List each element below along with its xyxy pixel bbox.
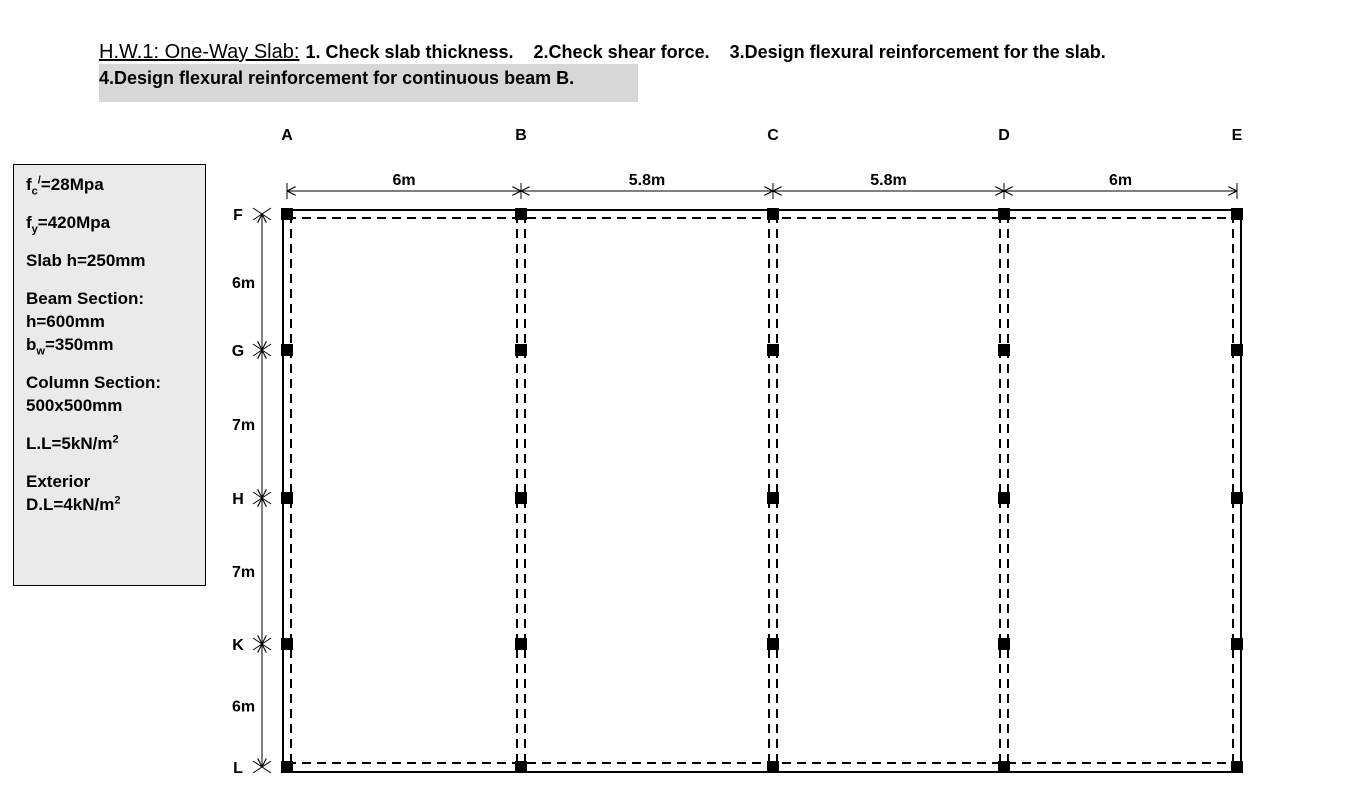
column-BK (515, 638, 527, 650)
live-load: $L.L=5kN/m^2$ (26, 433, 119, 453)
grid-label-D: D (998, 127, 1010, 144)
span-dimension-label: 6m (232, 698, 256, 716)
span-dimension-label: 7m (232, 564, 256, 581)
span-dimension-label: 6m (1108, 172, 1133, 189)
column-CG (767, 344, 779, 356)
column-DK (998, 638, 1010, 650)
task-2: 2.Check shear force. (533, 42, 710, 62)
column-AG (281, 344, 293, 356)
column-DF (998, 208, 1010, 220)
title-label: H.W.1: One-Way Slab: (99, 41, 300, 63)
column-EF (1231, 208, 1243, 220)
grid-label-F: F (233, 207, 243, 224)
column-CK (767, 638, 779, 650)
grid-label-A: A (281, 127, 293, 144)
grid-label-L: L (233, 760, 243, 777)
column-AL (281, 761, 293, 773)
column-BF (515, 208, 527, 220)
span-dimension-label: 7m (232, 417, 256, 434)
span-dimension-label: 6m (392, 172, 416, 189)
column-CL (767, 761, 779, 773)
task-4: 4.Design flexural reinforcement for continuous beam B. (99, 68, 575, 88)
span-dimension-label: 5.8m (870, 172, 907, 189)
column-size: 500x500mm (26, 396, 123, 415)
grid-label-E: E (1231, 127, 1243, 144)
span-dimension-label: 6m (232, 275, 256, 292)
grid-label-C: C (767, 127, 779, 144)
task-3: 3.Design flexural reinforcement for the slab. (729, 42, 1106, 62)
span-dimension-label: 5.8m (628, 172, 666, 189)
grid-label-B: B (515, 127, 527, 144)
column-BL (515, 761, 527, 773)
column-DH (998, 492, 1010, 504)
beam-width: $b_w=350mm$ (26, 335, 114, 358)
column-CH (767, 492, 779, 504)
slab-thickness: Slab h=250mm (26, 251, 146, 270)
column-EH (1231, 492, 1243, 504)
fc-property: $f_c^/=28Mpa$ (26, 174, 104, 198)
fy-property: $f_y=420Mpa$ (26, 213, 111, 236)
dead-load: $D.L=4kN/m^2$ (26, 494, 121, 514)
grid-label-K: K (232, 637, 244, 654)
grid-label-H: H (232, 491, 244, 508)
column-AK (281, 638, 293, 650)
grid-label-G: G (231, 343, 245, 360)
column-BH (515, 492, 527, 504)
column-AH (281, 492, 293, 504)
beam-section-label: Beam Section: (26, 289, 145, 308)
column-CF (767, 208, 779, 220)
beam-height: h=600mm (26, 312, 105, 331)
column-EK (1231, 638, 1243, 650)
column-AF (281, 208, 293, 220)
column-BG (515, 344, 527, 356)
column-EL (1231, 761, 1243, 773)
task-1: 1. Check slab thickness. (305, 42, 514, 62)
exterior-label: Exterior (26, 472, 91, 491)
column-EG (1231, 344, 1243, 356)
column-DL (998, 761, 1010, 773)
column-DG (998, 344, 1010, 356)
column-section-label: Column Section: (26, 373, 162, 392)
